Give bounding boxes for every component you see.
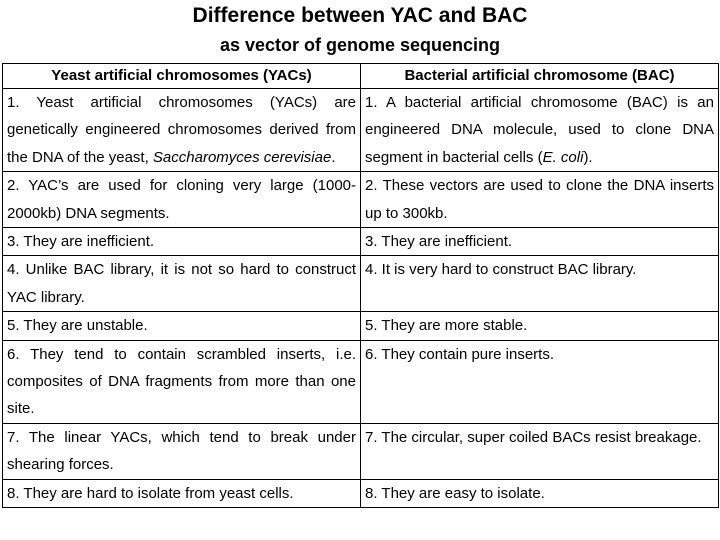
header-bac: Bacterial artificial chromosome (BAC) [361,64,719,89]
page-title: Difference between YAC and BAC [192,4,528,27]
bac-cell-6: 6. They contain pure inserts. [361,340,719,423]
yac-cell-6: 6. They tend to contain scrambled inserts, i.e. composites of DNA fragments from more than one site. [3,340,361,423]
table-row [3,312,719,340]
yac-cell-4: 4. Unlike BAC library, it is not so hard to construct YAC library. [3,256,361,312]
bac-cell-1-species: E. coli [542,148,584,166]
table-row [3,340,719,423]
bac-cell-1-end: ). [583,148,593,166]
yac-cell-2: 2. YAC’s are used for cloning very large (1000-2000kb) DNA segments. [3,172,361,228]
bac-cell-7: 7. The circular, super coiled BACs resist breakage. [361,423,719,479]
table-row [3,479,719,507]
bac-cell-8: 8. They are easy to isolate. [361,479,719,507]
yac-cell-1-species: Saccharomyces cerevisiae [152,148,332,166]
yac-cell-1-end: . [331,148,336,166]
table-row [3,256,719,312]
table-header-row [3,64,719,89]
bac-cell-3: 3. They are inefficient. [361,228,719,256]
table-row [3,89,719,172]
bac-cell-1-text: 1. A bacterial artificial chromosome (BAC) is an engineered DNA molecule, used to clone DNA segment in bacterial cells ( [365,94,714,166]
yac-cell-7: 7. The linear YACs, which tend to break under shearing forces. [3,423,361,479]
yac-cell-5: 5. They are unstable. [3,312,361,340]
yac-cell-8: 8. They are hard to isolate from yeast cells. [3,479,361,507]
bac-cell-2: 2. These vectors are used to clone the DNA inserts up to 300kb. [361,172,719,228]
table-row [3,172,719,228]
yac-cell-1 [3,89,361,172]
header-yac: Yeast artificial chromosomes (YACs) [3,64,361,89]
bac-cell-4: 4. It is very hard to construct BAC library. [361,256,719,312]
yac-cell-3: 3. They are inefficient. [3,228,361,256]
table-row [3,423,719,479]
page-subtitle: as vector of genome sequencing [219,35,501,55]
table-row [3,228,719,256]
yac-cell-1-text: 1. Yeast artificial chromosomes (YACs) are genetically engineered chromosomes derived from the DNA of the yeast, [7,94,356,166]
bac-cell-1 [361,89,719,172]
comparison-table [2,63,719,508]
bac-cell-5: 5. They are more stable. [361,312,719,340]
